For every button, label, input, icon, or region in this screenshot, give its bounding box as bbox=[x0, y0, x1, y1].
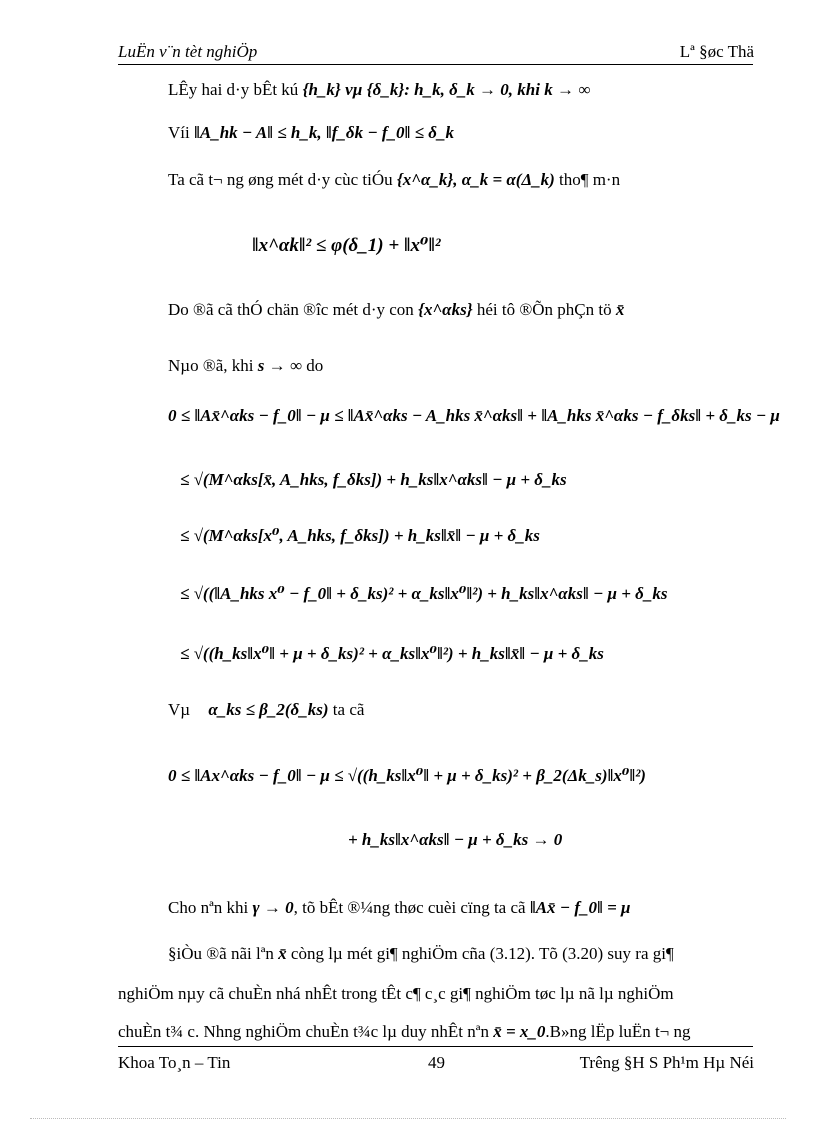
chain-line-2: ≤ √(M^αks[x̄, A_hks, f_δks]) + h_ks‖x^αks‖ − μ + δ_ks bbox=[180, 470, 567, 489]
line-6 bbox=[168, 700, 364, 720]
line-2-text: Víi bbox=[168, 123, 190, 142]
footer-rule bbox=[118, 1046, 753, 1047]
chain-line-5: ≤ √((h_ks‖x⁰‖ + μ + δ_ks)² + α_ks‖x⁰‖²) + h_ks‖x̄‖ − μ + δ_ks bbox=[180, 644, 604, 663]
chain-line-4: ≤ √((‖A_hks x⁰ − f_0‖ + δ_ks)² + α_ks‖x⁰‖²) + h_ks‖x^αks‖ − μ + δ_ks bbox=[180, 584, 668, 603]
line-4-tail: héi tô ®Õn phÇn tö bbox=[476, 300, 612, 319]
line-2 bbox=[168, 123, 454, 143]
line-1-text: LÊy hai d·y bÊt kú bbox=[168, 80, 299, 99]
line-4 bbox=[168, 300, 624, 320]
page-bottom-divider bbox=[30, 1118, 786, 1119]
equation-1: ‖x^αk‖² ≤ φ(δ_1) + ‖x⁰‖² bbox=[252, 235, 441, 256]
line-5-math: s → ∞ bbox=[257, 356, 303, 375]
line-6-tail: ta cã bbox=[332, 700, 365, 719]
chain-line-3: ≤ √(M^αks[x⁰, A_hks, f_δks]) + h_ks‖x̄‖ − μ + δ_ks bbox=[180, 526, 540, 545]
line-1-math: {h_k} vµ {δ_k}: h_k, δ_k → 0, khi k → ∞ bbox=[302, 80, 591, 99]
footer-page-number: 49 bbox=[428, 1053, 445, 1072]
paragraph-line-1-text: §iÒu ®ã nãi lªn bbox=[168, 944, 274, 963]
line-6-math: α_ks ≤ β_2(δ_ks) bbox=[208, 700, 329, 719]
line-2-math: ‖A_hk − A‖ ≤ h_k, ‖f_δk − f_0‖ ≤ δ_k bbox=[193, 123, 454, 142]
line-3 bbox=[168, 170, 620, 190]
line-7 bbox=[168, 898, 631, 918]
line-4-end: x̄ bbox=[615, 300, 625, 319]
header-right: Lª §øc Thä bbox=[679, 42, 754, 61]
header-rule bbox=[118, 64, 753, 65]
final-line-1: 0 ≤ ‖Ax^αks − f_0‖ − μ ≤ √((h_ks‖x⁰‖ + μ + δ_ks)² + β_2(Δk_s)‖x⁰‖²) bbox=[168, 766, 646, 785]
paragraph-line-3 bbox=[118, 1022, 691, 1042]
paragraph-line-2: nghiÖm nµy cã chuÈn nhá nhÊt trong tÊt c¶ c¸c gi¶ nghiÖm tøc lµ nã lµ nghiÖm bbox=[118, 984, 674, 1003]
line-4-text: Do ®ã cã thÓ chän ®îc mét d·y con bbox=[168, 300, 414, 319]
paragraph-line-3-text: chuÈn t¾ c. Nhng nghiÖm chuÈn t¾c lµ duy nhÊt nªn bbox=[118, 1022, 489, 1041]
paragraph-line-1-math: x̄ bbox=[278, 944, 287, 963]
line-7-mid: , tõ bÊt ®¼ng thøc cuèi cïng ta cã bbox=[293, 898, 526, 917]
final-line-2: + h_ks‖x^αks‖ − μ + δ_ks → 0 bbox=[348, 830, 563, 849]
line-7-math: γ → 0 bbox=[252, 898, 294, 917]
line-3-tail: tho¶ m·n bbox=[559, 170, 621, 189]
paragraph-line-1 bbox=[168, 944, 674, 964]
paragraph-line-1-tail: còng lµ mét gi¶ nghiÖm cña (3.12). Tõ (3.20) suy ra gi¶ bbox=[290, 944, 674, 963]
paragraph-line-3-math: x̄ = x_0 bbox=[493, 1022, 546, 1041]
footer-right: Trêng §H S Ph¹m Hµ Néi bbox=[579, 1053, 754, 1072]
line-7-text: Cho nªn khi bbox=[168, 898, 249, 917]
chain-line-1: 0 ≤ ‖Ax̄^αks − f_0‖ − μ ≤ ‖Ax̄^αks − A_hks x̄^αks‖ + ‖A_hks x̄^αks − f_δks‖ + δ_ks − μ bbox=[168, 406, 780, 425]
line-4-math: {x^αks} bbox=[418, 300, 473, 319]
line-3-math: {x^α_k}, α_k = α(Δ_k) bbox=[396, 170, 555, 189]
line-7-end: ‖Ax̄ − f_0‖ = μ bbox=[529, 898, 631, 917]
line-5-text: Nµo ®ã, khi bbox=[168, 356, 254, 375]
line-5-tail: do bbox=[306, 356, 324, 375]
line-6-text: Vµ bbox=[168, 700, 191, 719]
line-3-text: Ta cã t¬ ng øng mét d·y cùc tiÓu bbox=[168, 170, 393, 189]
footer-left: Khoa To¸n – Tin bbox=[118, 1053, 231, 1072]
line-5 bbox=[168, 356, 323, 376]
paragraph-line-3-tail: .B»ng lËp luËn t¬ ng bbox=[545, 1022, 691, 1041]
line-1 bbox=[168, 80, 590, 100]
header-left: LuËn v¨n tèt nghiÖp bbox=[118, 42, 258, 61]
